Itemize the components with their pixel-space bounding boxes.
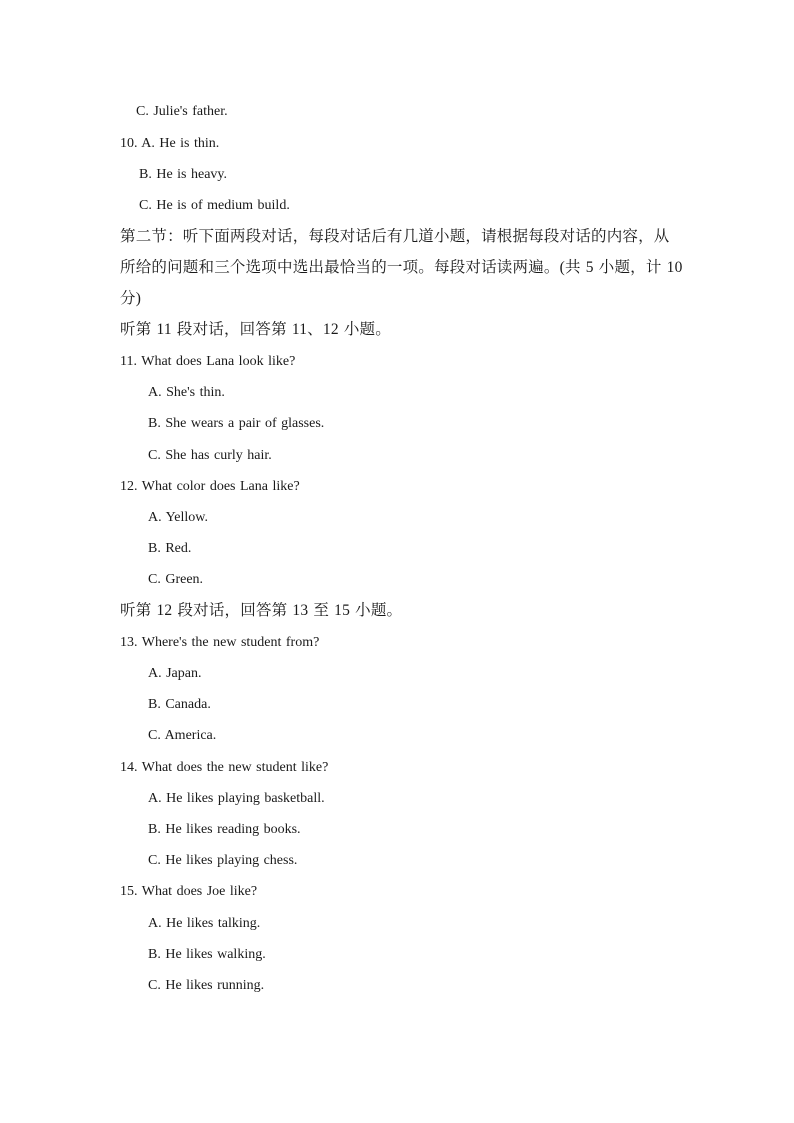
q12-option-a: A. Yellow.	[148, 510, 208, 525]
section2-intro-line2: 所给的问题和三个选项中选出最恰当的一项。每段对话读两遍。(共 5 小题，计 10	[120, 259, 683, 276]
q14-option-c: C. He likes playing chess.	[148, 853, 298, 868]
q9-option-c: C. Julie's father.	[136, 104, 228, 119]
q15-stem: 15. What does Joe like?	[120, 884, 258, 899]
q15-option-c: C. He likes running.	[148, 978, 265, 993]
q13-option-c: C. America.	[148, 728, 217, 743]
section2-intro-line3: 分)	[120, 290, 142, 307]
q12-option-c: C. Green.	[148, 572, 204, 587]
dialog11-instruction: 听第 11 段对话，回答第 11、12 小题。	[120, 321, 391, 338]
q12-option-b: B. Red.	[148, 541, 192, 556]
q11-option-a: A. She's thin.	[148, 385, 225, 400]
q13-option-a: A. Japan.	[148, 666, 202, 681]
q14-option-b: B. He likes reading books.	[148, 822, 301, 837]
q15-option-b: B. He likes walking.	[148, 947, 266, 962]
q14-stem: 14. What does the new student like?	[120, 760, 329, 775]
q12-stem: 12. What color does Lana like?	[120, 479, 300, 494]
q10-option-b: B. He is heavy.	[139, 167, 228, 182]
q14-option-a: A. He likes playing basketball.	[148, 791, 325, 806]
q10-stem-option-a: 10. A. He is thin.	[120, 136, 220, 151]
q11-option-b: B. She wears a pair of glasses.	[148, 416, 325, 431]
q11-option-c: C. She has curly hair.	[148, 448, 272, 463]
q13-option-b: B. Canada.	[148, 697, 211, 712]
q10-option-c: C. He is of medium build.	[139, 198, 290, 213]
q15-option-a: A. He likes talking.	[148, 916, 261, 931]
q11-stem: 11. What does Lana look like?	[120, 354, 296, 369]
section2-intro-line1: 第二节：听下面两段对话，每段对话后有几道小题，请根据每段对话的内容，从	[120, 228, 670, 245]
dialog12-instruction: 听第 12 段对话，回答第 13 至 15 小题。	[120, 602, 403, 619]
q13-stem: 13. Where's the new student from?	[120, 635, 320, 650]
